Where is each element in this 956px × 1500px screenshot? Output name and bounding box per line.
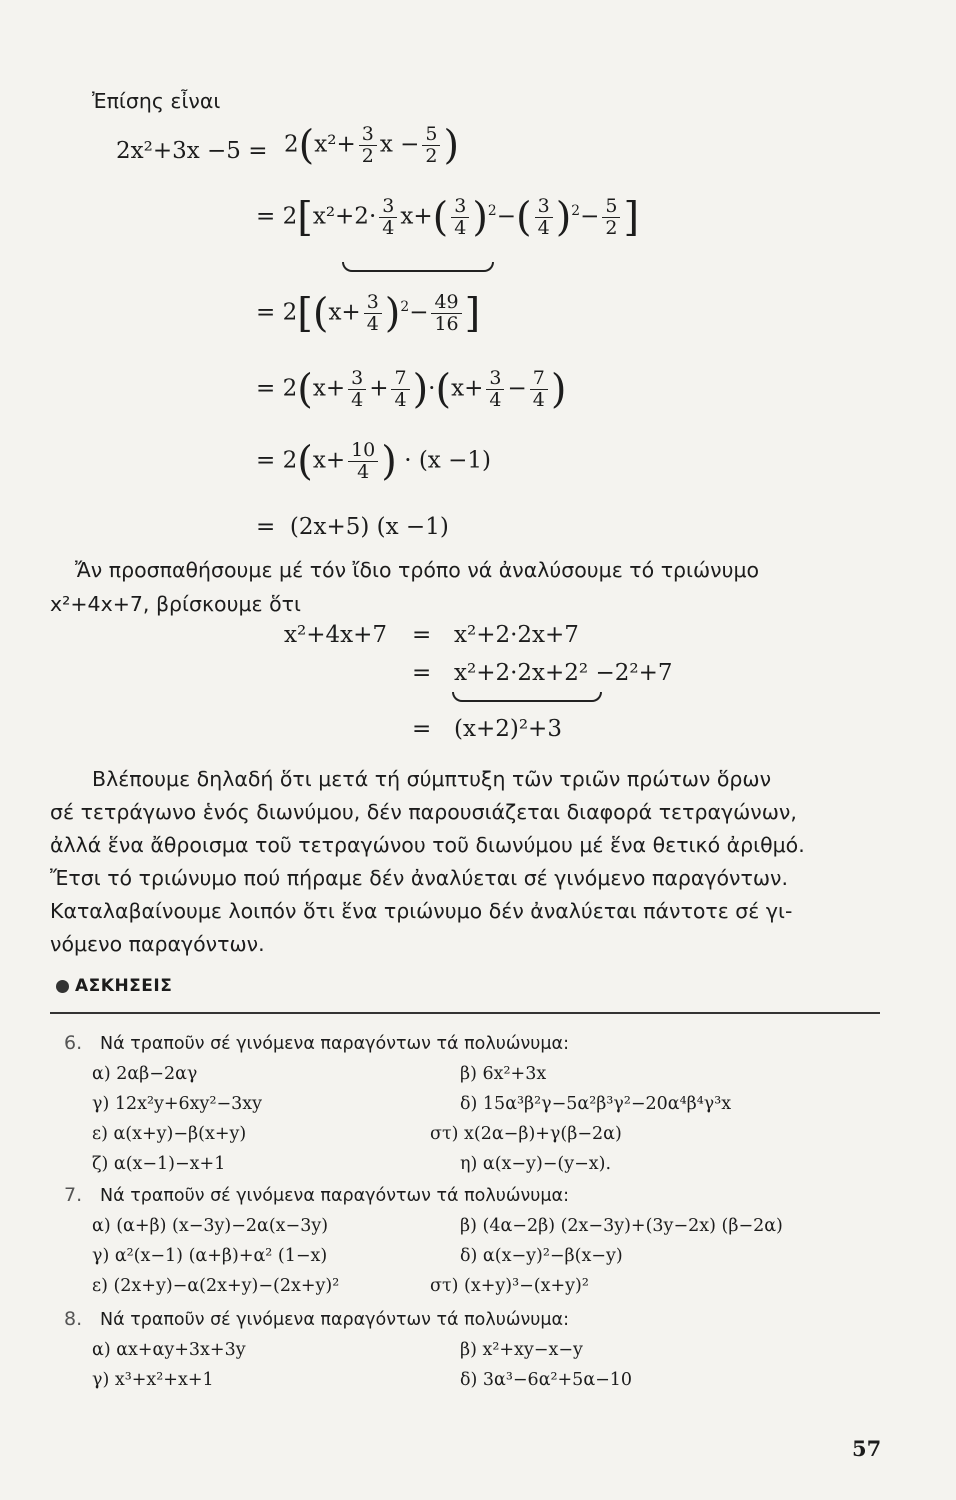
exercise-item: ζ) α(x−1)−x+1: [92, 1154, 226, 1174]
bullet-icon: [56, 980, 69, 993]
intro-text: Ἐπίσης εἶναι: [92, 89, 221, 113]
exercise-item: ε) (2x+y)−α(2x+y)−(2x+y)²: [92, 1276, 340, 1296]
exercise-item: στ) x(2α−β)+γ(β−2α): [430, 1124, 622, 1144]
exercise-item: δ) 3α³−6α²+5α−10: [460, 1370, 633, 1390]
section-divider: [50, 1012, 880, 1014]
derivation-row: = (2x+5) (x −1): [256, 514, 449, 540]
derivation2-eq: =: [412, 660, 432, 686]
exercise-number: 6.: [64, 1032, 83, 1054]
paragraph-line: νόμενο παραγόντων.: [50, 932, 265, 956]
exercise-item: γ) x³+x²+x+1: [92, 1370, 214, 1390]
paragraph-line: Βλέπουμε δηλαδή ὅτι μετά τή σύμπτυξη τῶν τριῶν πρώτων ὅρων: [92, 767, 772, 791]
exercise-title: Νά τραποῦν σέ γινόμενα παραγόντων τά πολυώνυμα:: [100, 1186, 569, 1206]
derivation2-row: x²+2·2x+7: [454, 622, 579, 648]
derivation-row: = 2(x+ $\frac{10}{4}$ ) · (x −1): [256, 438, 491, 485]
derivation-row: = 2(x+ $\frac{3}{4}$ + $\frac{7}{4}$ )·(x+ $\frac{3}{4}$ − $\frac{7}{4}$ ): [256, 366, 567, 413]
exercise-item: δ) 15α³β²γ−5α²β³γ²−20α⁴β⁴γ³x: [460, 1094, 732, 1114]
paragraph-line: σέ τετράγωνο ἑνός διωνύμου, δέν παρουσιάζεται διαφορά τετραγώνων,: [50, 800, 797, 824]
paragraph-line: Καταλαβαίνουμε λοιπόν ὅτι ἕνα τριώνυμο δέν ἀναλύεται πάντοτε σέ γι-: [50, 899, 793, 923]
exercise-item: β) x²+xy−x−y: [460, 1340, 583, 1360]
paragraph-line: Ἄν προσπαθήσουμε μέ τόν ἴδιο τρόπο νά ἀναλύσουμε τό τριώνυμο: [75, 558, 760, 582]
exercise-item: ε) α(x+y)−β(x+y): [92, 1124, 247, 1144]
derivation-row: 2(x²+ $\frac{3}{2}$ x − $\frac{5}{2}$ ): [284, 122, 460, 169]
paragraph-line: Ἔτσι τό τριώνυμο πού πήραμε δέν ἀναλύεται σέ γινόμενο παραγόντων.: [50, 866, 788, 890]
derivation-lhs: 2x²+3x −5 =: [116, 138, 268, 164]
exercise-number: 7.: [64, 1184, 83, 1206]
derivation2-row: x²+2·2x+2² −2²+7: [454, 660, 673, 686]
exercise-item: β) 6x²+3x: [460, 1064, 547, 1084]
exercise-title: Νά τραποῦν σέ γινόμενα παραγόντων τά πολυώνυμα:: [100, 1310, 569, 1330]
exercise-item: α) αx+αy+3x+3y: [92, 1340, 246, 1360]
exercise-item: δ) α(x−y)²−β(x−y): [460, 1246, 623, 1266]
derivation2-lhs: x²+4x+7: [284, 622, 387, 648]
underbrace: [452, 692, 602, 702]
exercise-item: α) 2αβ−2αγ: [92, 1064, 198, 1084]
derivation2-eq: =: [412, 622, 432, 648]
exercises-heading: ΑΣΚΗΣΕΙΣ: [56, 976, 172, 996]
paragraph-line: ἀλλά ἕνα ἄθροισμα τοῦ τετραγώνου τοῦ διωνύμου μέ ἕνα θετικό ἀριθμό.: [50, 833, 805, 857]
paragraph-line: x²+4x+7, βρίσκουμε ὅτι: [50, 592, 301, 616]
underbrace: [342, 262, 494, 272]
exercise-item: γ) 12x²y+6xy²−3xy: [92, 1094, 263, 1114]
derivation-row: = 2[x²+2· $\frac{3}{4}$ x+( $\frac{3}{4}$ )$^2$−( $\frac{3}{4}$ )$^2$− $\frac{5}{2}$ ]: [256, 194, 640, 241]
derivation2-row: (x+2)²+3: [454, 716, 562, 742]
page-number: 57: [852, 1436, 882, 1461]
exercise-title: Νά τραποῦν σέ γινόμενα παραγόντων τά πολυώνυμα:: [100, 1034, 569, 1054]
derivation-row: = 2[(x+ $\frac{3}{4}$ )$^2$− $\frac{49}{16}$ ]: [256, 290, 481, 337]
exercise-item: η) α(x−y)−(y−x).: [460, 1154, 612, 1174]
exercise-item: γ) α²(x−1) (α+β)+α² (1−x): [92, 1246, 328, 1266]
exercise-number: 8.: [64, 1308, 83, 1330]
exercise-item: β) (4α−2β) (2x−3y)+(3y−2x) (β−2α): [460, 1216, 783, 1236]
derivation2-eq: =: [412, 716, 432, 742]
exercise-item: α) (α+β) (x−3y)−2α(x−3y): [92, 1216, 329, 1236]
exercise-item: στ) (x+y)³−(x+y)²: [430, 1276, 589, 1296]
